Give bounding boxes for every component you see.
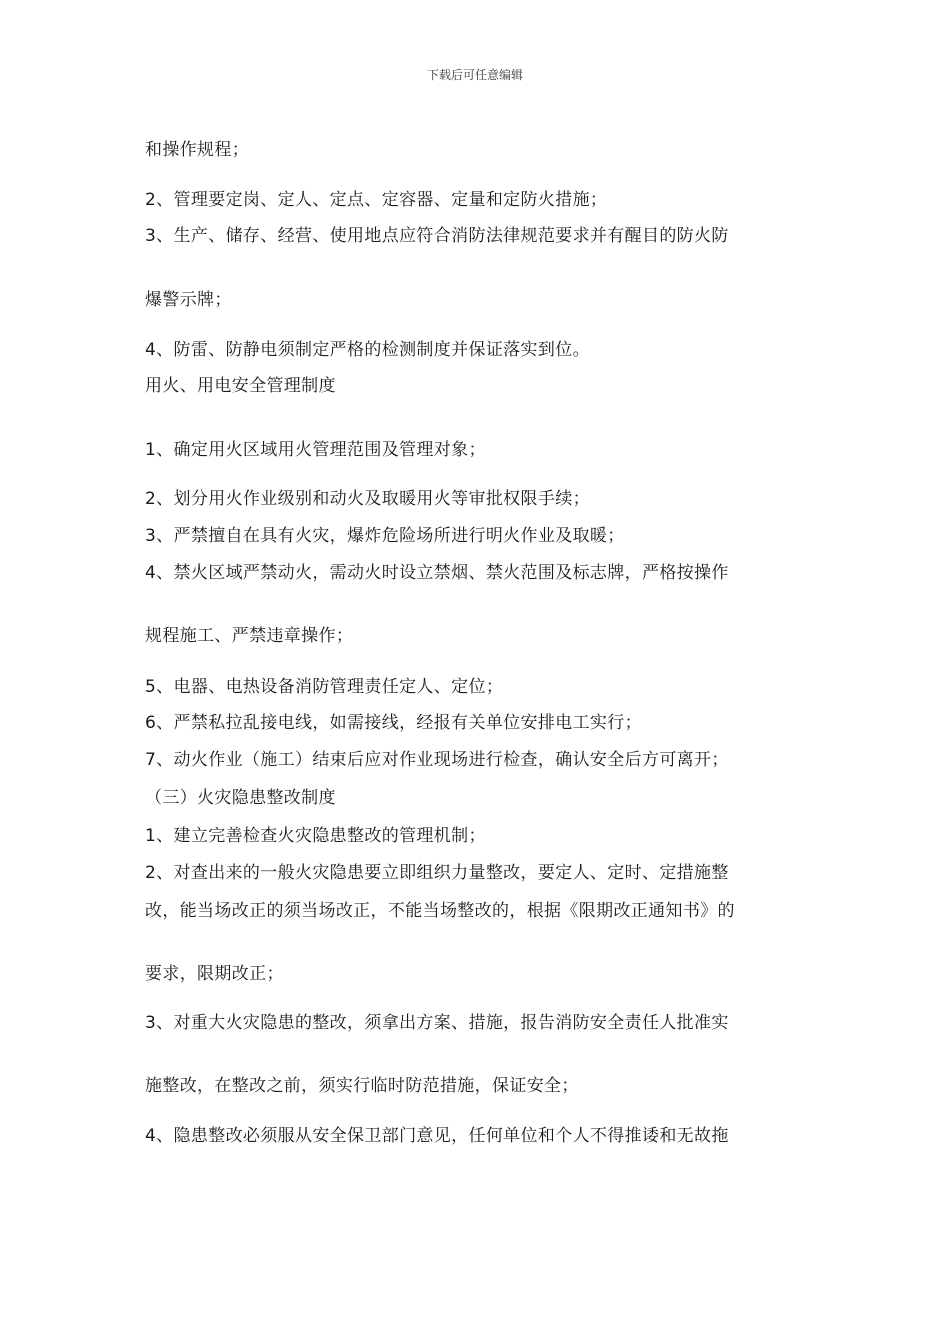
text-line: 5、电器、电热设备消防管理责任定人、定位；: [145, 677, 504, 697]
text-line: 3、对重大火灾隐患的整改，须拿出方案、措施，报告消防安全责任人批准实: [145, 1013, 729, 1033]
section-heading: （三）火灾隐患整改制度: [145, 788, 336, 808]
text-line: 爆警示牌；: [145, 290, 232, 310]
text-line: 4、防雷、防静电须制定严格的检测制度并保证落实到位。: [145, 340, 590, 360]
section-heading: 用火、用电安全管理制度: [145, 376, 336, 396]
text-line: 3、生产、储存、经营、使用地点应符合消防法律规范要求并有醒目的防火防: [145, 226, 729, 246]
text-line: 4、隐患整改必须服从安全保卫部门意见，任何单位和个人不得推诿和无故拖: [145, 1126, 729, 1146]
text-line: 和操作规程；: [145, 140, 250, 160]
text-line: 要求，限期改正；: [145, 964, 284, 984]
text-line: 2、管理要定岗、定人、定点、定容器、定量和定防火措施；: [145, 190, 608, 210]
text-line: 6、严禁私拉乱接电线，如需接线，经报有关单位安排电工实行；: [145, 713, 642, 733]
text-line: 7、动火作业（施工）结束后应对作业现场进行检查，确认安全后方可离开；: [145, 750, 729, 770]
text-line: 3、严禁擅自在具有火灾，爆炸危险场所进行明火作业及取暖；: [145, 526, 625, 546]
text-line: 施整改，在整改之前，须实行临时防范措施，保证安全；: [145, 1076, 579, 1096]
text-line: 1、确定用火区域用火管理范围及管理对象；: [145, 440, 486, 460]
text-line: 规程施工、严禁违章操作；: [145, 626, 354, 646]
text-line: 改，能当场改正的须当场改正，不能当场整改的，根据《限期改正通知书》的: [145, 901, 735, 921]
page-header: 下载后可任意编辑: [426, 68, 523, 82]
text-line: 1、建立完善检查火灾隐患整改的管理机制；: [145, 826, 486, 846]
text-line: 2、对查出来的一般火灾隐患要立即组织力量整改，要定人、定时、定措施整: [145, 863, 729, 883]
text-line: 4、禁火区域严禁动火，需动火时设立禁烟、禁火范围及标志牌，严格按操作: [145, 563, 729, 583]
text-line: 2、划分用火作业级别和动火及取暖用火等审批权限手续；: [145, 489, 590, 509]
